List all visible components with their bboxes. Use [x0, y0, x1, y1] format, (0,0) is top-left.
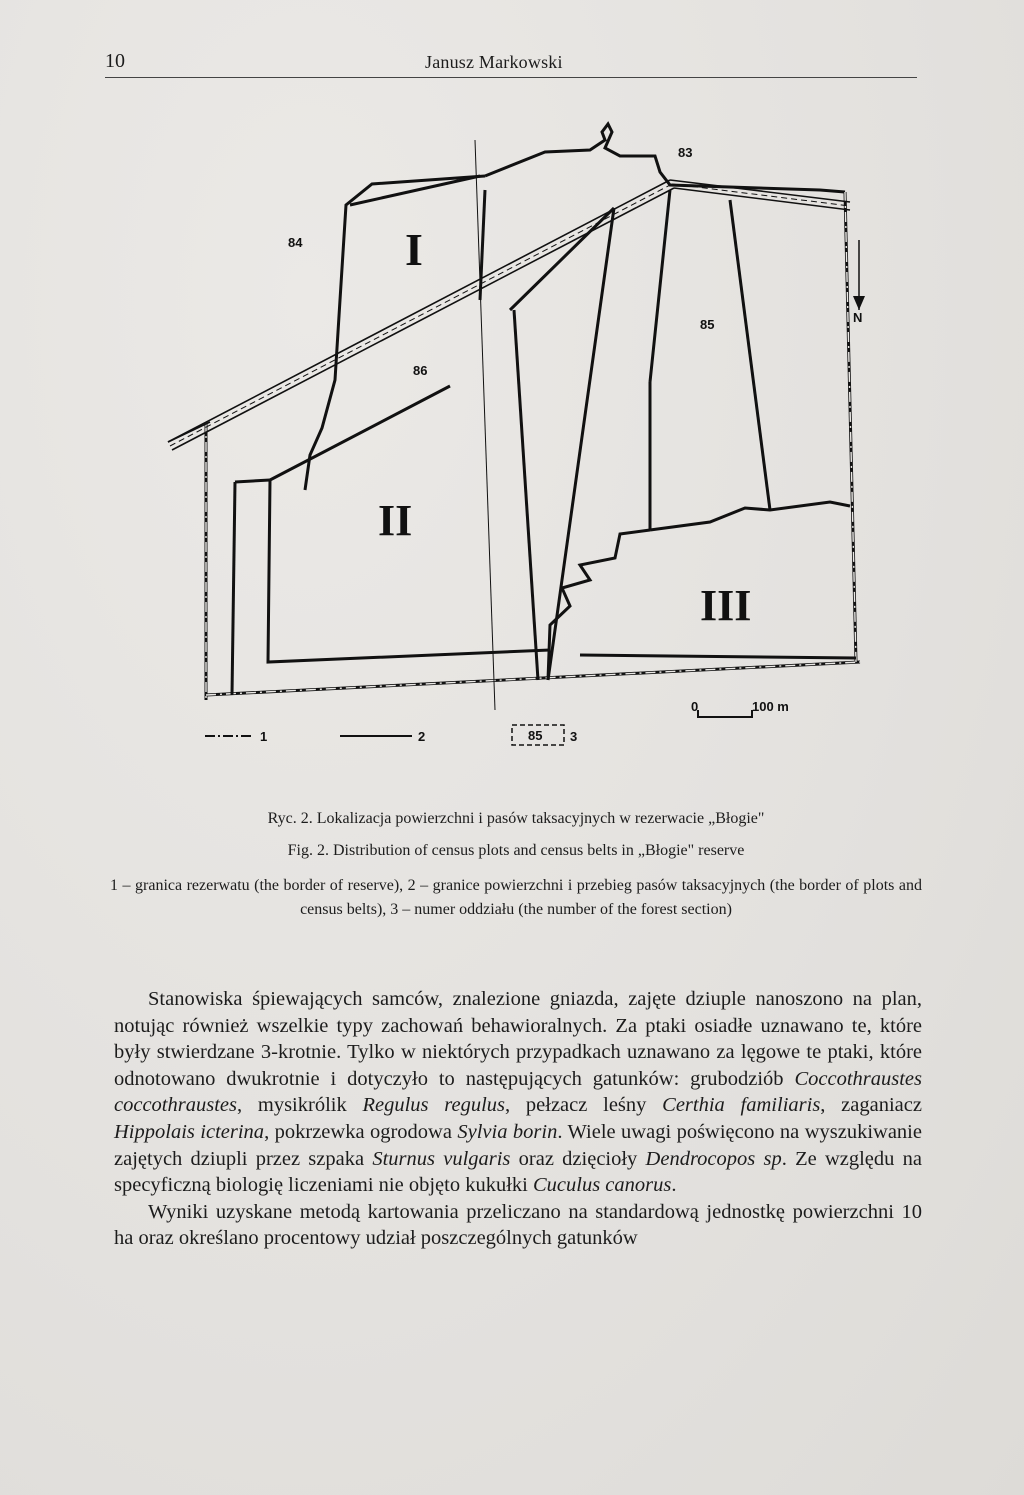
text-run: .: [671, 1174, 677, 1197]
species-name: Certhia familiaris: [662, 1094, 821, 1117]
legend-item-2: 2: [418, 729, 426, 744]
figure-caption-polish: Ryc. 2. Lokalizacja powierzchni i pasów taksacyjnych w rezerwacie „Błogie": [267, 810, 765, 827]
map-legend: [205, 725, 577, 745]
text-run: oraz dzięcioły: [510, 1147, 646, 1170]
species-name: Cuculus canorus: [532, 1174, 672, 1197]
section-label-86: 86: [413, 363, 428, 378]
species-name: Coccothraustes coccothraustes: [114, 1067, 922, 1117]
species-name: Dendrocopos sp: [645, 1147, 782, 1170]
plot-label-III: III: [700, 581, 752, 630]
body-text: [114, 986, 922, 1252]
text-run: Stanowiska śpiewających samców, znalezione gniazda, zajęte dziuple nanoszono na plan, notując również wszelkie typy zachowań behawioralnych. Za ptaki osiadłe uznawano te, które były stwierdzane 3-krotnie. Tylko w niektórych przypadkach uznawano za lęgowe te ptaki, które odnotowano dwukrotnie i dotyczyło to następujących gatunków: grubodziób: [114, 988, 922, 1090]
plot-label-I: I: [405, 224, 423, 275]
plot-boundaries: [232, 176, 856, 695]
section-label-83: 83: [678, 145, 693, 160]
north-arrow-icon: [853, 240, 865, 325]
figure-caption-english: Fig. 2. Distribution of census plots and census belts in „Błogie" reserve: [287, 842, 745, 859]
section-label-84: 84: [288, 235, 303, 250]
running-head: Janusz Markowski: [425, 52, 563, 72]
figure-legend-text: 1 – granica rezerwatu (the border of reserve), 2 – granice powierzchni i przebieg pasów taksacyjnych (the border of plots and census belts), 3 – numer oddziału (the number of the forest section): [110, 877, 922, 918]
text-run: . Wiele uwagi poświęcono na wyszukiwanie zajętych dziupli przez szpaka: [114, 1120, 922, 1170]
page-header: [105, 50, 917, 80]
text-run: . Ze względu na specyficzną biologię liczeniami nie objęto kukułki: [114, 1147, 922, 1197]
header-rule: [105, 77, 917, 78]
section-label-85: 85: [700, 317, 715, 332]
legend-item-1: 1: [260, 729, 268, 744]
plot-label-II: II: [378, 496, 413, 545]
legend-item-3: 3: [570, 729, 578, 744]
reserve-map: [150, 110, 910, 760]
species-name: Sturnus vulgaris: [372, 1147, 511, 1170]
page-number: 10: [105, 50, 125, 72]
text-run: , zaganiacz: [820, 1094, 922, 1117]
scale-bar: [691, 699, 789, 718]
text-run: , pełzacz leśny: [505, 1094, 663, 1117]
paragraph-2: Wyniki uzyskane metodą kartowania przeliczano na standardową jednostkę powierzchni 10 ha oraz określano procentowy udział poszczególnych gatunków: [114, 1200, 922, 1250]
species-name: Regulus regulus: [362, 1094, 506, 1117]
scale-end: 100 m: [752, 699, 789, 714]
text-run: , mysikrólik: [236, 1094, 363, 1117]
paragraph-1: [114, 986, 922, 1199]
railway-track: [168, 180, 850, 450]
text-run: , pokrzewka ogrodowa: [264, 1120, 458, 1143]
legend-section-number: 85: [528, 728, 543, 743]
north-label: N: [853, 310, 863, 325]
scale-start: 0: [691, 699, 699, 714]
railway-track-dashes: [170, 184, 850, 446]
map-figure: [150, 110, 910, 760]
species-name: Sylvia borin: [457, 1120, 558, 1143]
species-name: Hippolais icterina: [114, 1120, 265, 1143]
meridian-line: [475, 140, 495, 710]
